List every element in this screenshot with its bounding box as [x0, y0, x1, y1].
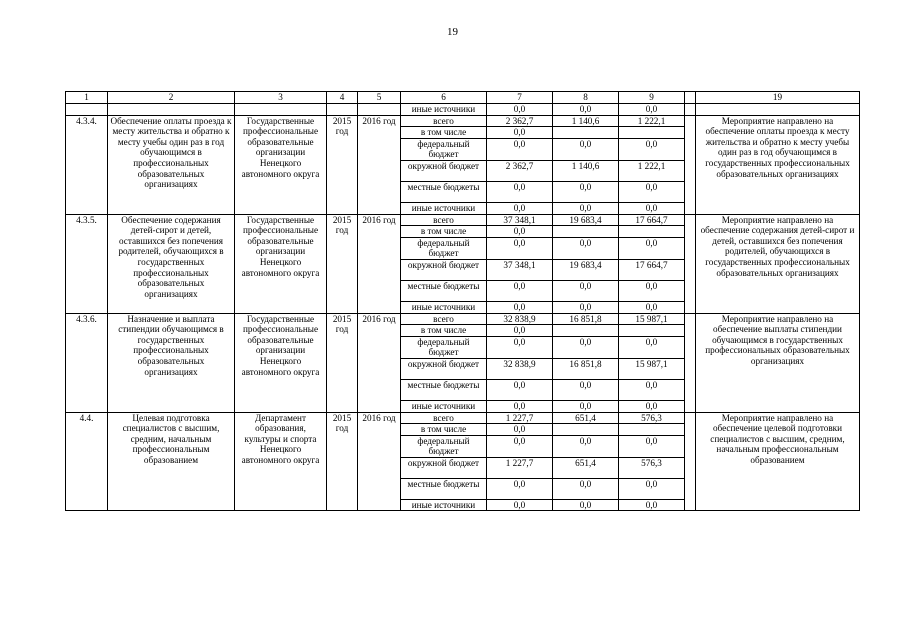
funding-source: местные бюджеты [401, 280, 487, 301]
funding-source: иные источники [401, 301, 487, 313]
value-col7: 2 362,7 [487, 160, 553, 181]
value-col8: 19 683,4 [553, 259, 619, 280]
value-col7: 0,0 [487, 104, 553, 116]
funding-source: иные источники [401, 400, 487, 412]
value-col7: 0,0 [487, 336, 553, 358]
funding-source: всего [401, 412, 487, 424]
empty-cell [696, 104, 860, 116]
funding-source: всего [401, 115, 487, 127]
value-col9 [619, 424, 685, 436]
value-col7: 0,0 [487, 226, 553, 238]
value-col7: 1 227,7 [487, 412, 553, 424]
program-table [65, 91, 860, 511]
value-col9: 0,0 [619, 336, 685, 358]
value-col7: 0,0 [487, 379, 553, 400]
gap-cell [685, 313, 696, 412]
funding-source: федеральный бюджет [401, 435, 487, 457]
value-col9: 576,3 [619, 412, 685, 424]
value-col8 [553, 424, 619, 436]
value-col7: 2 362,7 [487, 115, 553, 127]
value-col7: 0,0 [487, 301, 553, 313]
value-col8 [553, 325, 619, 337]
value-col8: 0,0 [553, 301, 619, 313]
value-col8: 19 683,4 [553, 214, 619, 226]
start-year: 2015 год [327, 115, 358, 214]
end-year: 2016 год [358, 412, 401, 511]
header-cell: 5 [358, 92, 401, 104]
measure-title: Обеспечение содержания детей-сирот и детей, оставшихся без попечения родителей, обучающихся в государственных профессиональных образовательных организациях [108, 214, 235, 313]
table-row [66, 214, 860, 226]
funding-source: в том числе [401, 325, 487, 337]
table-row [66, 412, 860, 424]
measure-result: Мероприятие направлено на обеспечение целевой подготовки специалистов с высшим, средним, начальным профессиональным образованием [696, 412, 860, 511]
value-col8: 1 140,6 [553, 115, 619, 127]
funding-source: иные источники [401, 104, 487, 116]
value-col7: 1 227,7 [487, 457, 553, 478]
funding-source: федеральный бюджет [401, 336, 487, 358]
value-col8: 16 851,8 [553, 358, 619, 379]
measure-result: Мероприятие направлено на обеспечение оплаты проезда к месту жительства и обратно к месту учебы один раз в год обучающимся в государственных профессиональных образовательных организациях [696, 115, 860, 214]
end-year: 2016 год [358, 313, 401, 412]
value-col8: 651,4 [553, 412, 619, 424]
value-col8: 651,4 [553, 457, 619, 478]
header-row [66, 92, 860, 104]
value-col9: 576,3 [619, 457, 685, 478]
value-col9: 17 664,7 [619, 259, 685, 280]
empty-cell [235, 104, 327, 116]
value-col9: 1 222,1 [619, 160, 685, 181]
funding-source: всего [401, 214, 487, 226]
funding-source: федеральный бюджет [401, 138, 487, 160]
value-col9: 0,0 [619, 181, 685, 202]
value-col9: 0,0 [619, 379, 685, 400]
value-col9: 0,0 [619, 138, 685, 160]
funding-source: в том числе [401, 226, 487, 238]
value-col8: 0,0 [553, 435, 619, 457]
header-cell: 6 [401, 92, 487, 104]
measure-code: 4.3.5. [66, 214, 108, 313]
value-col9: 15 987,1 [619, 313, 685, 325]
funding-source: иные источники [401, 202, 487, 214]
value-col7: 0,0 [487, 202, 553, 214]
value-col8: 1 140,6 [553, 160, 619, 181]
value-col9: 0,0 [619, 104, 685, 116]
value-col7: 0,0 [487, 325, 553, 337]
value-col7: 32 838,9 [487, 313, 553, 325]
start-year: 2015 год [327, 214, 358, 313]
empty-cell [108, 104, 235, 116]
value-col9: 17 664,7 [619, 214, 685, 226]
value-col7: 37 348,1 [487, 259, 553, 280]
value-col7: 0,0 [487, 237, 553, 259]
value-col9: 0,0 [619, 301, 685, 313]
value-col9: 0,0 [619, 400, 685, 412]
value-col8: 0,0 [553, 237, 619, 259]
funding-source: всего [401, 313, 487, 325]
gap-cell [685, 104, 696, 116]
value-col8: 0,0 [553, 336, 619, 358]
table-row [66, 313, 860, 325]
measure-code: 4.3.6. [66, 313, 108, 412]
value-col9: 1 222,1 [619, 115, 685, 127]
value-col9 [619, 325, 685, 337]
value-col8 [553, 127, 619, 139]
value-col8: 0,0 [553, 478, 619, 499]
measure-title: Обеспечение оплаты проезда к месту жительства и обратно к месту учебы один раз в год обучающимся в профессиональных образовательных организациях [108, 115, 235, 214]
continuation-row [66, 104, 860, 116]
page-number: 19 [447, 26, 458, 38]
end-year: 2016 год [358, 214, 401, 313]
measure-title: Назначение и выплата стипендии обучающимся в государственных профессиональных образовательных организациях [108, 313, 235, 412]
start-year: 2015 год [327, 313, 358, 412]
measure-executor: Департамент образования, культуры и спорта Ненецкого автономного округа [235, 412, 327, 511]
empty-cell [66, 104, 108, 116]
value-col8: 0,0 [553, 181, 619, 202]
value-col8 [553, 226, 619, 238]
value-col7: 0,0 [487, 435, 553, 457]
funding-source: окружной бюджет [401, 160, 487, 181]
value-col8: 0,0 [553, 138, 619, 160]
value-col9: 0,0 [619, 202, 685, 214]
funding-source: окружной бюджет [401, 457, 487, 478]
header-cell: 9 [619, 92, 685, 104]
gap-cell [685, 214, 696, 313]
value-col7: 32 838,9 [487, 358, 553, 379]
value-col9: 0,0 [619, 499, 685, 511]
header-cell: 4 [327, 92, 358, 104]
header-cell: 2 [108, 92, 235, 104]
header-cell: 8 [553, 92, 619, 104]
measure-executor: Государственные профессиональные образовательные организации Ненецкого автономного округа [235, 214, 327, 313]
table-row [66, 115, 860, 127]
header-cell: 19 [696, 92, 860, 104]
measure-title: Целевая подготовка специалистов с высшим, средним, начальным профессиональным образованием [108, 412, 235, 511]
empty-cell [358, 104, 401, 116]
value-col9: 15 987,1 [619, 358, 685, 379]
measure-code: 4.3.4. [66, 115, 108, 214]
funding-source: окружной бюджет [401, 259, 487, 280]
value-col8: 0,0 [553, 379, 619, 400]
funding-source: федеральный бюджет [401, 237, 487, 259]
value-col7: 0,0 [487, 138, 553, 160]
value-col7: 0,0 [487, 181, 553, 202]
value-col9 [619, 226, 685, 238]
gap-cell [685, 412, 696, 511]
header-cell: 1 [66, 92, 108, 104]
funding-source: местные бюджеты [401, 181, 487, 202]
value-col8: 0,0 [553, 280, 619, 301]
value-col9: 0,0 [619, 435, 685, 457]
value-col9 [619, 127, 685, 139]
measure-code: 4.4. [66, 412, 108, 511]
gap-cell [685, 115, 696, 214]
value-col8: 0,0 [553, 499, 619, 511]
funding-source: в том числе [401, 127, 487, 139]
funding-source: в том числе [401, 424, 487, 436]
value-col8: 0,0 [553, 202, 619, 214]
measure-executor: Государственные профессиональные образовательные организации Ненецкого автономного округа [235, 115, 327, 214]
empty-cell [327, 104, 358, 116]
measure-executor: Государственные профессиональные образовательные организации Ненецкого автономного округа [235, 313, 327, 412]
value-col8: 0,0 [553, 104, 619, 116]
value-col7: 0,0 [487, 478, 553, 499]
measure-result: Мероприятие направлено на обеспечение содержания детей-сирот и детей, оставшихся без попечения родителей, обучающихся в государственных профессиональных образовательных организациях [696, 214, 860, 313]
end-year: 2016 год [358, 115, 401, 214]
value-col9: 0,0 [619, 478, 685, 499]
header-cell: 3 [235, 92, 327, 104]
value-col9: 0,0 [619, 280, 685, 301]
value-col7: 0,0 [487, 499, 553, 511]
header-cell: 7 [487, 92, 553, 104]
value-col7: 37 348,1 [487, 214, 553, 226]
funding-source: иные источники [401, 499, 487, 511]
value-col7: 0,0 [487, 280, 553, 301]
funding-source: местные бюджеты [401, 478, 487, 499]
value-col7: 0,0 [487, 424, 553, 436]
value-col8: 16 851,8 [553, 313, 619, 325]
funding-source: окружной бюджет [401, 358, 487, 379]
value-col7: 0,0 [487, 400, 553, 412]
start-year: 2015 год [327, 412, 358, 511]
funding-source: местные бюджеты [401, 379, 487, 400]
header-cell [685, 92, 696, 104]
value-col8: 0,0 [553, 400, 619, 412]
value-col9: 0,0 [619, 237, 685, 259]
measure-result: Мероприятие направлено на обеспечение выплаты стипендии обучающимся в государственных профессиональных образовательных организациях [696, 313, 860, 412]
value-col7: 0,0 [487, 127, 553, 139]
